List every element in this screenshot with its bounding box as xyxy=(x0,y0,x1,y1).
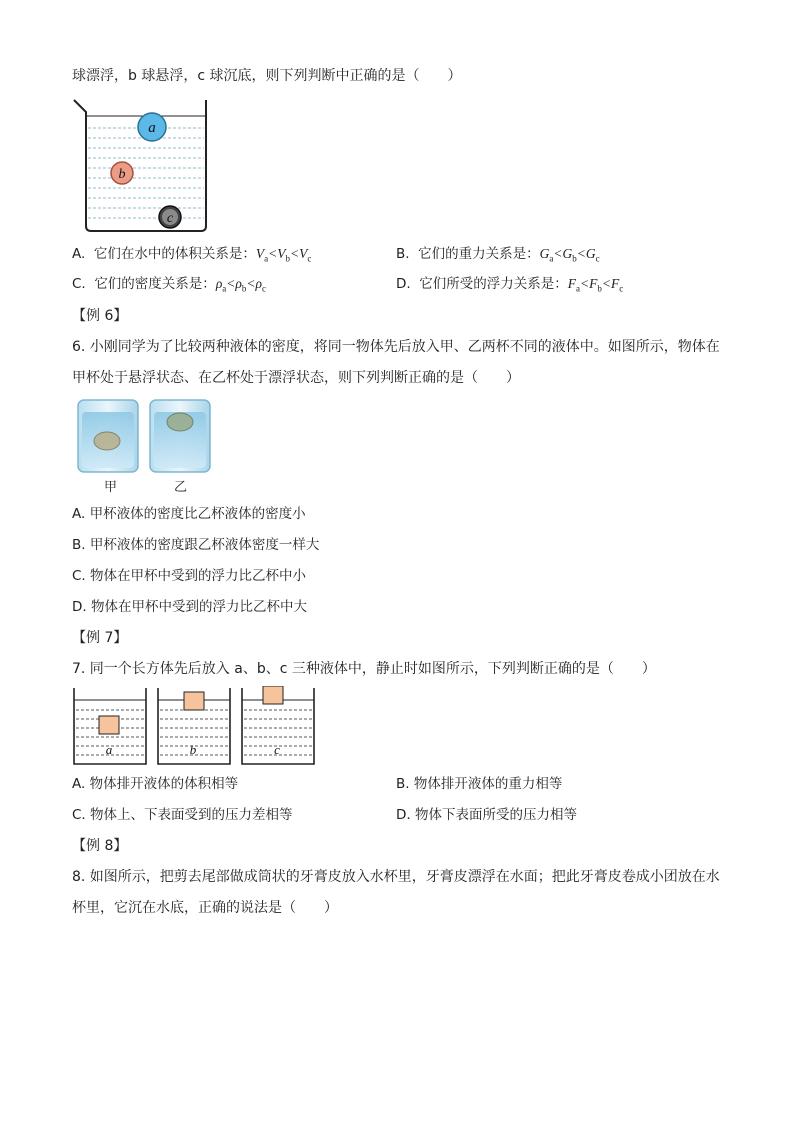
q8-stem-line1: 8. 如图所示，把剪去尾部做成筒状的牙膏皮放入水杯里，牙膏皮漂浮在水面；把此牙膏皮卷成小团放在水 xyxy=(72,869,720,885)
q7-option-a: A. 物体排开液体的体积相等 xyxy=(72,776,239,792)
ball-c-label: c xyxy=(166,211,174,226)
block-in-a xyxy=(99,716,119,734)
q8-stem-line2: 杯里，它沉在水底，正确的说法是（ ） xyxy=(72,900,338,916)
beaker-figure xyxy=(72,98,222,234)
q7-option-c: C. 物体上、下表面受到的压力差相等 xyxy=(72,807,293,823)
q5-option-c: C. 它们的密度关系是：$\rho_a<\rho_b<\rho_c$ xyxy=(72,276,266,294)
three-containers-figure xyxy=(72,686,318,768)
q7-option-b: B. 物体排开液体的重力相等 xyxy=(396,776,563,792)
q6-option-b: B. 甲杯液体的密度跟乙杯液体密度一样大 xyxy=(72,537,320,553)
q5-option-d: D. 它们所受的浮力关系是：$F_a<F_b<F_c$ xyxy=(396,276,624,294)
example-7-header: 【例 7】 xyxy=(72,630,128,646)
cup-yi xyxy=(150,400,210,472)
q5-option-a: A. 它们在水中的体积关系是：$V_a<V_b<V_c$ xyxy=(72,246,312,264)
container-a xyxy=(74,688,146,764)
ball-a-label: a xyxy=(148,120,156,136)
example-8-header: 【例 8】 xyxy=(72,838,128,854)
object-in-jia xyxy=(94,432,120,450)
two-cups-figure xyxy=(72,398,222,476)
q6-option-d: D. 物体在甲杯中受到的浮力比乙杯中大 xyxy=(72,599,307,615)
q6-stem-line1: 6. 小刚同学为了比较两种液体的密度，将同一物体先后放入甲、乙两杯不同的液体中。如图所示，物体在 xyxy=(72,339,720,355)
q6-stem-line2: 甲杯处于悬浮状态、在乙杯处于漂浮状态，则下列判断正确的是（ ） xyxy=(72,370,520,386)
q6-option-c: C. 物体在甲杯中受到的浮力比乙杯中小 xyxy=(72,568,307,584)
ball-b-label: b xyxy=(118,167,126,182)
cup-jia xyxy=(78,400,138,472)
q5-option-b-formula: $G_a<G_b<G_c$ xyxy=(539,246,600,264)
q7-option-d: D. 物体下表面所受的压力相等 xyxy=(396,807,577,823)
q7-stem: 7. 同一个长方体先后放入 a、b、c 三种液体中，静止时如图所示，下列判断正确的是（ ） xyxy=(72,661,656,677)
q5-stem: 球漂浮，b 球悬浮，c 球沉底，则下列判断中正确的是（ ） xyxy=(72,68,462,84)
example-6-header: 【例 6】 xyxy=(72,308,128,324)
cup-yi-label: 乙 xyxy=(174,480,188,495)
block-in-c xyxy=(263,686,283,704)
container-c-label: c xyxy=(274,742,280,757)
q6-option-a: A. 甲杯液体的密度比乙杯液体的密度小 xyxy=(72,506,306,522)
q5-option-b: B. 它们的重力关系是：$G_a<G_b<G_c$ xyxy=(396,246,600,264)
container-b-label: b xyxy=(189,742,197,757)
container-b xyxy=(158,688,230,764)
container-c xyxy=(242,686,314,764)
container-a-label: a xyxy=(105,742,113,757)
block-in-b xyxy=(184,692,204,710)
q5-option-a-formula: $V_a<V_b<V_c$ xyxy=(255,246,312,264)
q5-option-c-formula: $\rho_a<\rho_b<\rho_c$ xyxy=(215,276,266,294)
cup-jia-label: 甲 xyxy=(104,480,118,495)
object-in-yi xyxy=(167,413,193,431)
q5-option-d-formula: $F_a<F_b<F_c$ xyxy=(567,276,624,294)
